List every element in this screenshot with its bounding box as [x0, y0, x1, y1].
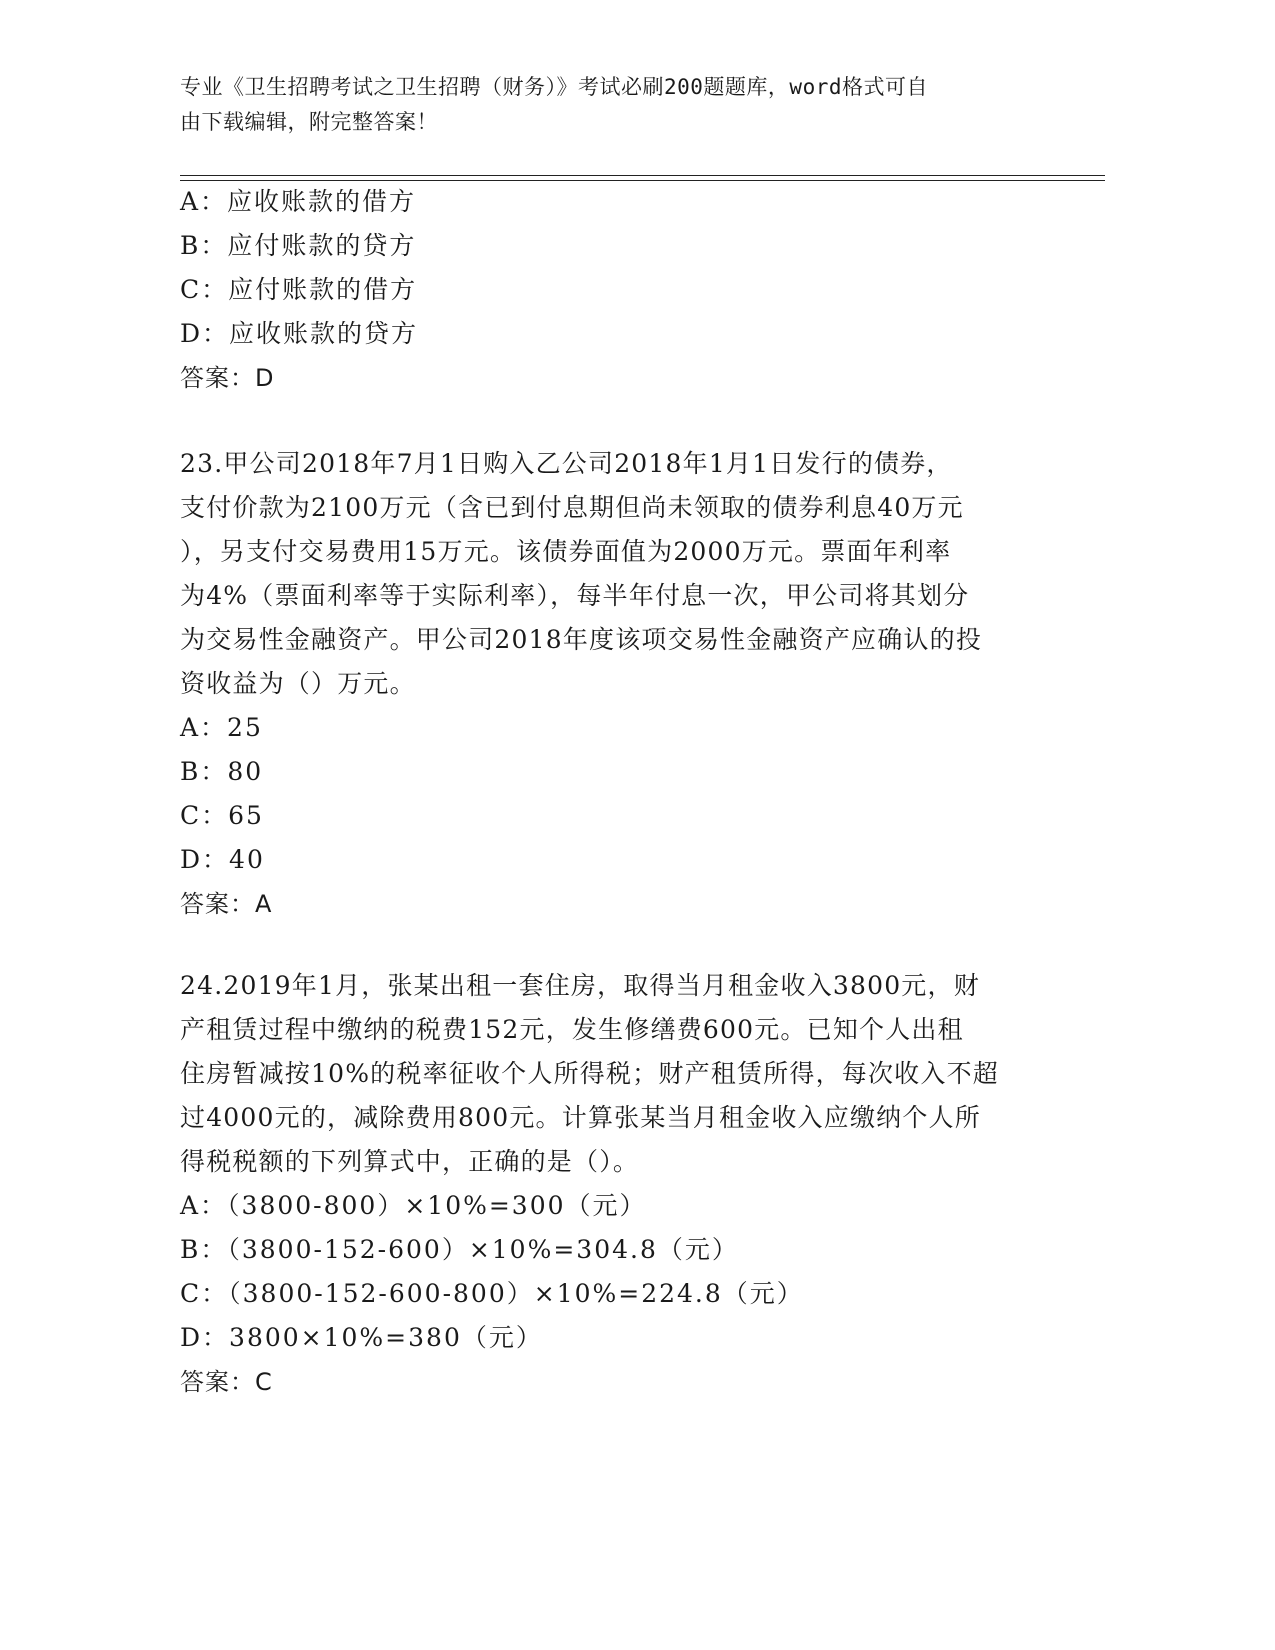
option-b: B：80 — [180, 757, 264, 786]
question-text-line: 产租赁过程中缴纳的税费152元，发生修缮费600元。已知个人出租 — [180, 1015, 964, 1044]
option-a: A：应收账款的借方 — [180, 187, 417, 216]
document-header — [180, 70, 1040, 140]
question-22-options — [180, 180, 1050, 400]
question-text-line: 24.2019年1月，张某出租一套住房，取得当月租金收入3800元，财 — [180, 971, 980, 1000]
question-text-line: 资收益为（）万元。 — [180, 669, 416, 698]
question-23 — [180, 442, 1050, 926]
header-line-1: 专业《卫生招聘考试之卫生招聘（财务）》考试必刷200题题库，word格式可自 — [180, 75, 928, 99]
option-a: A：25 — [180, 713, 263, 742]
question-text-line: 住房暂减按10%的税率征收个人所得税；财产租赁所得，每次收入不超 — [180, 1059, 999, 1088]
question-text-line: 23.甲公司2018年7月1日购入乙公司2018年1月1日发行的债券， — [180, 449, 953, 478]
question-text-line: 支付价款为2100万元（含已到付息期但尚未领取的债券利息40万元 — [180, 493, 964, 522]
option-d: D：40 — [180, 845, 265, 874]
header-line-2: 由下载编辑，附完整答案！ — [180, 110, 438, 134]
option-d: D：应收账款的贷方 — [180, 319, 419, 348]
option-a: A：（3800-800）×10%=300（元） — [180, 1191, 647, 1220]
option-c: C：65 — [180, 801, 264, 830]
option-c: C：（3800-152-600-800）×10%=224.8（元） — [180, 1279, 804, 1308]
option-b: B：（3800-152-600）×10%=304.8（元） — [180, 1235, 739, 1264]
question-text-line: ），另支付交易费用15万元。该债券面值为2000万元。票面年利率 — [180, 537, 952, 566]
question-text-line: 为交易性金融资产。甲公司2018年度该项交易性金融资产应确认的投 — [180, 625, 983, 654]
answer: 答案：C — [180, 1368, 273, 1396]
question-text-line: 为4%（票面利率等于实际利率），每半年付息一次，甲公司将其划分 — [180, 581, 970, 610]
question-text-line: 得税税额的下列算式中，正确的是（）。 — [180, 1147, 640, 1176]
answer: 答案：D — [180, 364, 275, 392]
option-c: C：应付账款的借方 — [180, 275, 418, 304]
option-b: B：应付账款的贷方 — [180, 231, 417, 260]
question-text-line: 过4000元的，减除费用800元。计算张某当月租金收入应缴纳个人所 — [180, 1103, 981, 1132]
header-divider-top — [180, 175, 1105, 176]
question-24 — [180, 964, 1050, 1404]
answer: 答案：A — [180, 890, 273, 918]
option-d: D：3800×10%=380（元） — [180, 1323, 543, 1352]
